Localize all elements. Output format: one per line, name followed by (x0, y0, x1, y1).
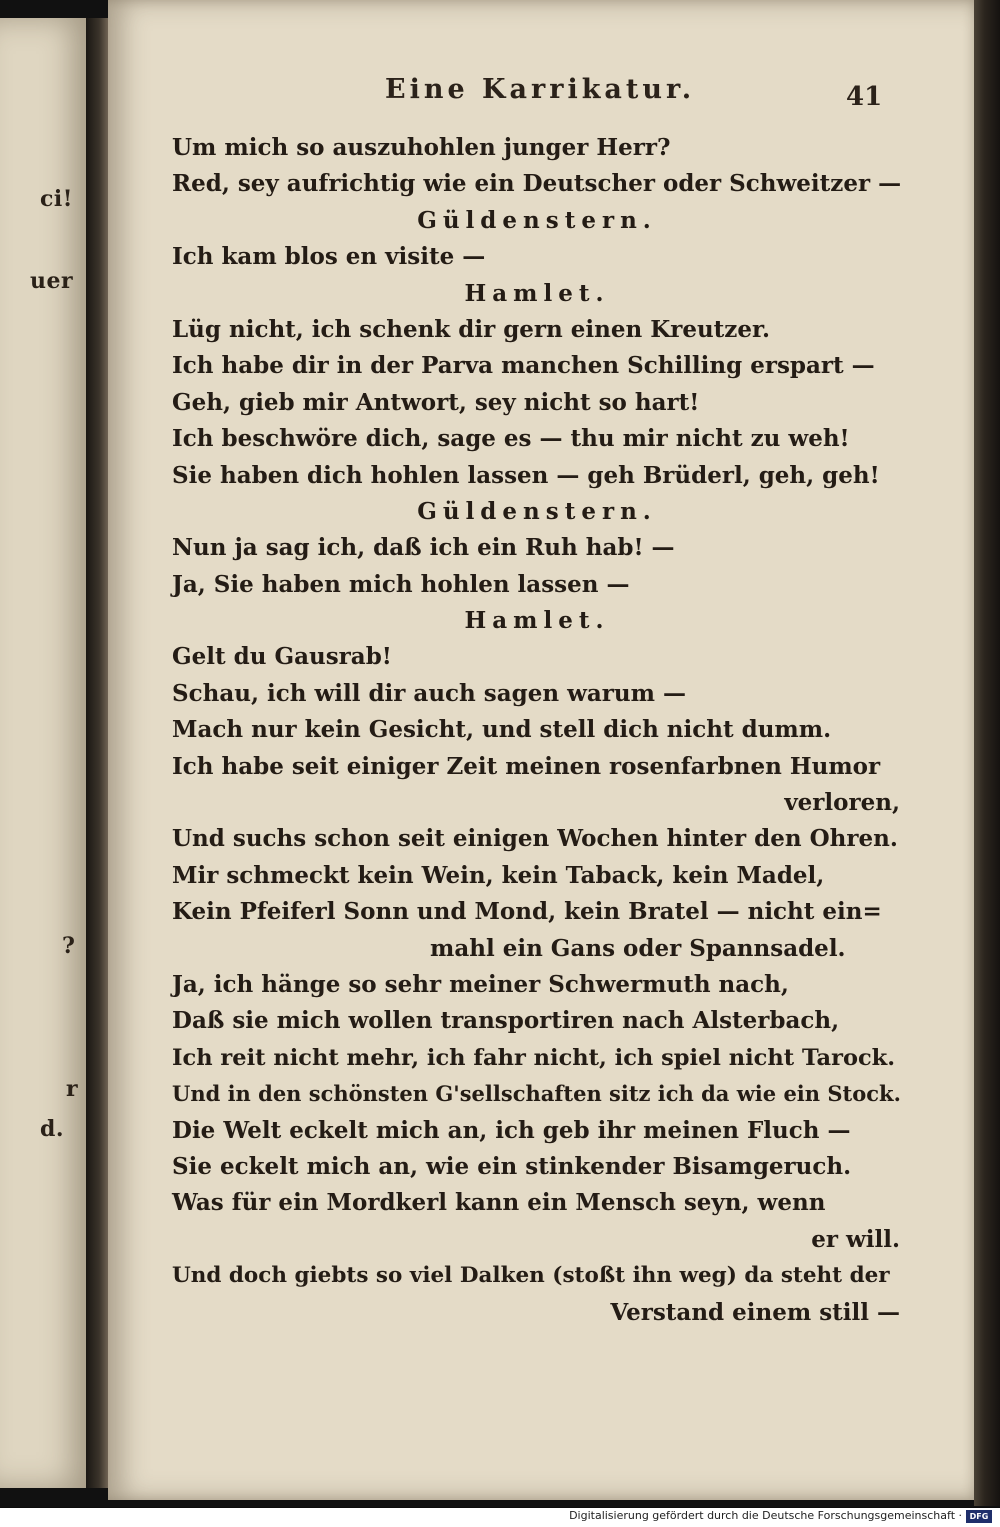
verse-line: Ich reit nicht mehr, ich fahr nicht, ich spiel nicht Tarock. (172, 1044, 896, 1071)
verse-line: Ich habe seit einiger Zeit meinen rosenfarbnen Humor (172, 752, 881, 780)
verse-line: Kein Pfeiferl Sonn und Mond, kein Bratel — nicht ein= (172, 898, 882, 926)
verse-line: Sie haben dich hohlen lassen — geh Brüderl, geh, geh! (172, 461, 880, 489)
verse-line: Und doch giebts so viel Dalken (stoßt ihn weg) da steht der (172, 1263, 890, 1289)
left-page-fragment: uer (30, 268, 74, 294)
verse-line: Ich kam blos en visite — (172, 243, 486, 271)
verse-line: Ja, Sie haben mich hohlen lassen — (172, 570, 630, 598)
speaker-name: Hamlet. (464, 607, 610, 635)
verse-continuation: Verstand einem still — (610, 1298, 900, 1326)
verse-line: Nun ja sag ich, daß ich ein Ruh hab! — (172, 534, 675, 562)
speaker-name: Hamlet. (464, 279, 610, 307)
verse-line: Um mich so auszuhohlen junger Herr? (172, 134, 671, 161)
verse-line: Daß sie mich wollen transportiren nach Alsterbach, (172, 1007, 840, 1035)
verse-line: Sie eckelt mich an, wie ein stinkender Bisamgeruch. (172, 1152, 852, 1180)
page-number: 41 (846, 82, 883, 112)
verse-line: Schau, ich will dir auch sagen warum — (172, 679, 686, 707)
verse-line: Ich habe dir in der Parva manchen Schilling erspart — (172, 352, 875, 380)
left-page-fragment: ci! (40, 186, 73, 212)
left-page-fragment: d. (40, 1116, 65, 1142)
text-block (172, 130, 902, 1331)
verse-continuation: mahl ein Gans oder Spannsadel. (430, 934, 846, 962)
verse-continuation: verloren, (784, 789, 900, 817)
verse-line: Und in den schönsten G'sellschaften sitz ich da wie ein Stock. (172, 1081, 901, 1107)
speaker-name: Güldenstern. (417, 497, 657, 525)
speaker-name: Güldenstern. (417, 206, 657, 234)
verse-line: Ja, ich hänge so sehr meiner Schwermuth nach, (172, 970, 789, 998)
dfg-logo: DFG (966, 1510, 992, 1523)
left-page-fragment: ? (62, 933, 76, 959)
verse-continuation: er will. (811, 1225, 900, 1253)
verse-line: Geh, gieb mir Antwort, sey nicht so hart! (172, 388, 700, 416)
verse-line: Ich beschwöre dich, sage es — thu mir nicht zu weh! (172, 425, 850, 453)
book-gutter (86, 18, 110, 1488)
verse-line: Lüg nicht, ich schenk dir gern einen Kreutzer. (172, 315, 771, 343)
verse-line: Und suchs schon seit einigen Wochen hinter den Ohren. (172, 825, 898, 853)
right-page-edge (974, 0, 1000, 1506)
left-page-edge (0, 18, 92, 1488)
attribution-footer (0, 1508, 1000, 1527)
verse-line: Was für ein Mordkerl kann ein Mensch seyn, wenn (172, 1189, 826, 1217)
verse-line: Mach nur kein Gesicht, und stell dich nicht dumm. (172, 716, 832, 744)
running-head: Eine Karrikatur. (385, 74, 696, 105)
footer-credit: Digitalisierung gefördert durch die Deutsche Forschungsgemeinschaft · (569, 1509, 962, 1522)
left-page-fragment: r (66, 1076, 79, 1102)
verse-line: Red, sey aufrichtig wie ein Deutscher oder Schweitzer — (172, 170, 902, 198)
verse-line: Gelt du Gausrab! (172, 643, 392, 671)
verse-line: Mir schmeckt kein Wein, kein Taback, kein Madel, (172, 861, 825, 889)
verse-line: Die Welt eckelt mich an, ich geb ihr meinen Fluch — (172, 1116, 851, 1144)
